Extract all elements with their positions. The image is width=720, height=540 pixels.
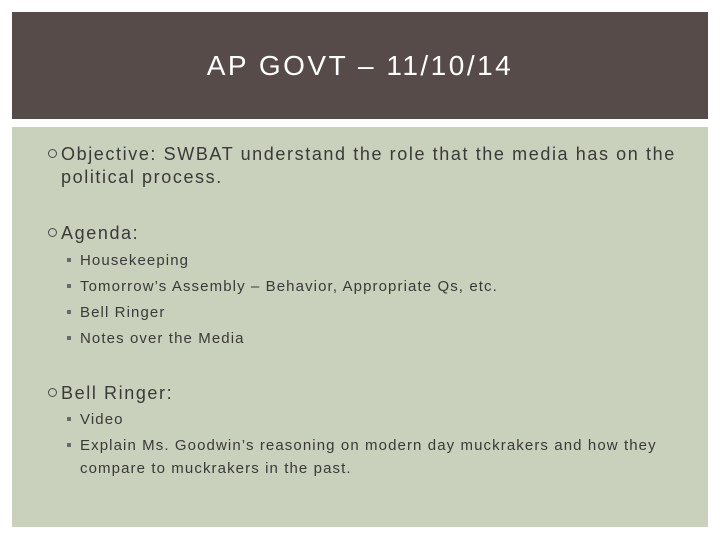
square-bullet-icon (67, 310, 71, 314)
agenda-item-text: Housekeeping (80, 252, 190, 269)
title-bar (12, 12, 708, 119)
hollow-circle-icon (48, 228, 57, 237)
bell-ringer-item-text: Video (80, 411, 124, 428)
bell-ringer-list-item (67, 434, 687, 480)
agenda-item-text: Notes over the Media (80, 330, 245, 347)
content-area (12, 127, 708, 527)
agenda-item-text: Bell Ringer (80, 304, 166, 321)
slide-title: AP GOVT – 11/10/14 (206, 49, 514, 81)
square-bullet-icon (67, 258, 71, 262)
agenda-heading: Agenda: (61, 223, 140, 243)
bell-ringer-item-text: Explain Ms. Goodwin’s reasoning on modern day muckrakers and how they compare to muckrakers in the past. (80, 437, 657, 477)
agenda-item-text: Tomorrow’s Assembly – Behavior, Appropriate Qs, etc. (80, 278, 498, 295)
square-bullet-icon (67, 284, 71, 288)
square-bullet-icon (67, 443, 71, 447)
agenda-list-item (67, 275, 687, 298)
agenda-list-item (67, 301, 687, 324)
hollow-circle-icon (48, 388, 57, 397)
bell-ringer-heading: Bell Ringer: (61, 383, 174, 403)
square-bullet-icon (67, 336, 71, 340)
bell-ringer-list-item (67, 408, 687, 431)
agenda-heading-item (48, 222, 688, 245)
objective-text: Objective: SWBAT understand the role that the media has on the political process. (61, 144, 676, 187)
agenda-list-item (67, 249, 687, 272)
objective-item (48, 143, 688, 189)
agenda-list-item (67, 327, 687, 350)
bell-ringer-heading-item (48, 382, 688, 405)
square-bullet-icon (67, 417, 71, 421)
hollow-circle-icon (48, 149, 57, 158)
